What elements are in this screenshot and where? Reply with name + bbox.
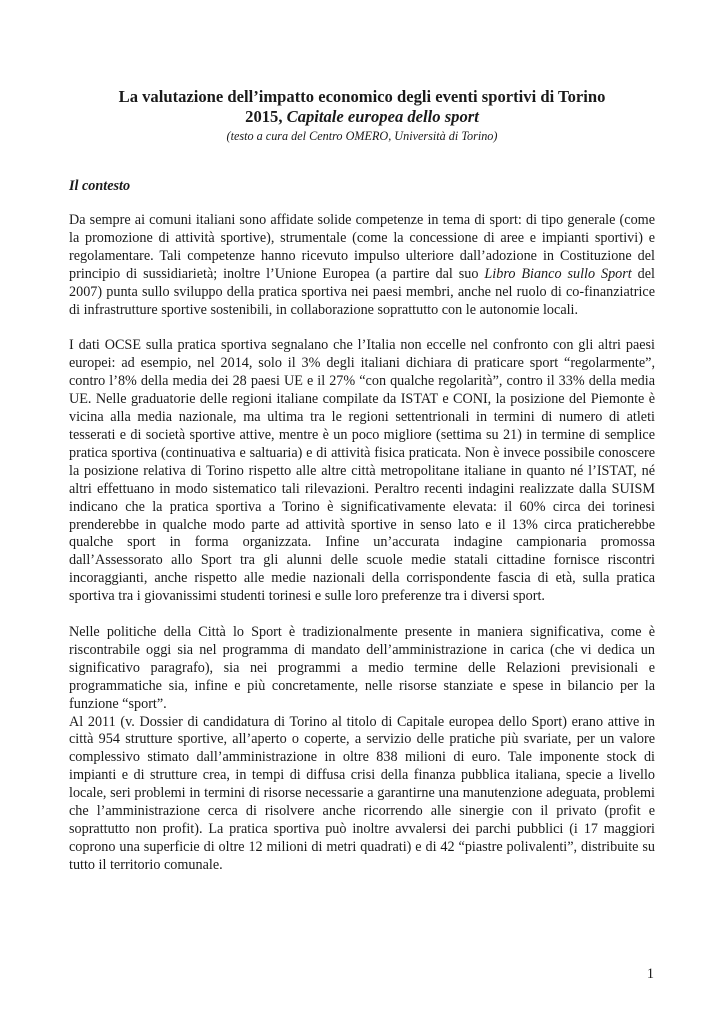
document-title-line2 <box>69 107 655 127</box>
title-italic-subtitle: Capitale europea dello sport <box>286 107 479 126</box>
paragraph-1-text-b: del 2007) punta sullo sviluppo della pratica sportiva nei paesi membri, anche nel ruolo di co-finanziatrice di infrastrutture sportive sostenibili, in collaborazione soprattutto con le autonomie locali. <box>69 265 655 318</box>
document-title-line1: La valutazione dell’impatto economico degli eventi sportivi di Torino <box>118 87 606 106</box>
title-year: 2015, <box>245 107 287 126</box>
paragraph-4: Al 2011 (v. Dossier di candidatura di Torino al titolo di Capitale europea dello Sport) erano attive in città 954 strutture sportive, all’aperto o coperte, a servizio delle pratiche più svariate, per un valore complessivo stimato dall’amministrazione in oltre 838 milioni di euro. Tale imponente stock di impianti e di strutture crea, in tempi di diffusa crisi della finanza pubblica italiana, specie a livello locale, seri problemi in termini di risorse necessarie a garantirne una manutenzione adeguata, problemi che l’amministrazione cerca di risolvere anche ricorrendo alle sinergie con il privato (profit e soprattutto non profit). La pratica sportiva può inoltre avvalersi dei parchi pubblici (i 17 maggiori coprono una superficie di oltre 12 milioni di metri quadrati) e di 42 “piastre polivalenti”, distribuite su tutto il territorio comunale. <box>69 713 655 873</box>
document-subtitle: (testo a cura del Centro OMERO, Università di Torino) <box>226 129 498 143</box>
paragraph-1-text-a: Da sempre ai comuni italiani sono affidate solide competenze in tema di sport: di tipo generale (come la promozione di attività sportive), strumentale (come la concessione di aree e impianti sportivi) e regolamentare. Tali competenze hanno ricevuto impulso ulteriore dall’adozione in Costituzione del principio di sussidiarietà; inoltre l’Unione Europea (a partire dal suo <box>69 212 655 282</box>
page-number: 1 <box>646 966 654 982</box>
section-heading: Il contesto <box>69 178 131 194</box>
paragraph-2: I dati OCSE sulla pratica sportiva segnalano che l’Italia non eccelle nel confronto con gli altri paesi europei: ad esempio, nel 2014, solo il 3% degli italiani dichiara di praticare sport “regolarmente”, contro l’8% della media dei 28 paesi UE e il 27% “con qualche regolarità”, contro il 33% della media UE. Nelle graduatorie delle regioni italiane compilate da ISTAT e CONI, la posizione del Piemonte è vicina alla media nazionale, ma ultima tra le regioni settentrionali in termini di numero di atleti tesserati e di società sportive attive, mentre è un poco migliore (settima su 21) in termine di semplice pratica sportiva (continuativa e saltuaria) e di attività fisica praticata. Non è invece possibile conoscere la posizione relativa di Torino rispetto alle altre città metropolitane italiane in quanto né l’ISTAT, né altri effettuano in modo sistematico tali rilevazioni. Peraltro recenti indagini realizzate dalla SUISM indicano che la pratica sportiva a Torino è significativamente elevata: il 60% circa dei torinesi prenderebbe in qualche modo parte ad attività sportive in senso lato e il 13% circa praticherebbe qualche sport in forma organizzata. Infine un’accurata indagine campionaria promossa dall’Assessorato allo Sport tra gli alunni delle scuole medie statali cittadine fornisce riscontri incoraggianti, anche rispetto alle medie nazionali della corrispondente fascia di età, sulla pratica sportiva tra i giovanissimi studenti torinesi e sulle loro preferenze tra i diversi sport. <box>69 337 655 605</box>
paragraph-1 <box>69 212 655 319</box>
paragraph-3: Nelle politiche della Città lo Sport è tradizionalmente presente in maniera significativa, come è riscontrabile oggi sia nel programma di mandato dell’amministrazione in carica (che vi dedica un significativo paragrafo), sia nei programmi a medio termine delle Relazioni previsionali e programmatiche sia, infine e più concretamente, nelle risorse stanziate e spese in bilancio per la funzione “sport”. <box>69 624 655 712</box>
document-body <box>69 87 655 875</box>
paragraph-1-italic: Libro Bianco sullo Sport <box>484 265 632 282</box>
